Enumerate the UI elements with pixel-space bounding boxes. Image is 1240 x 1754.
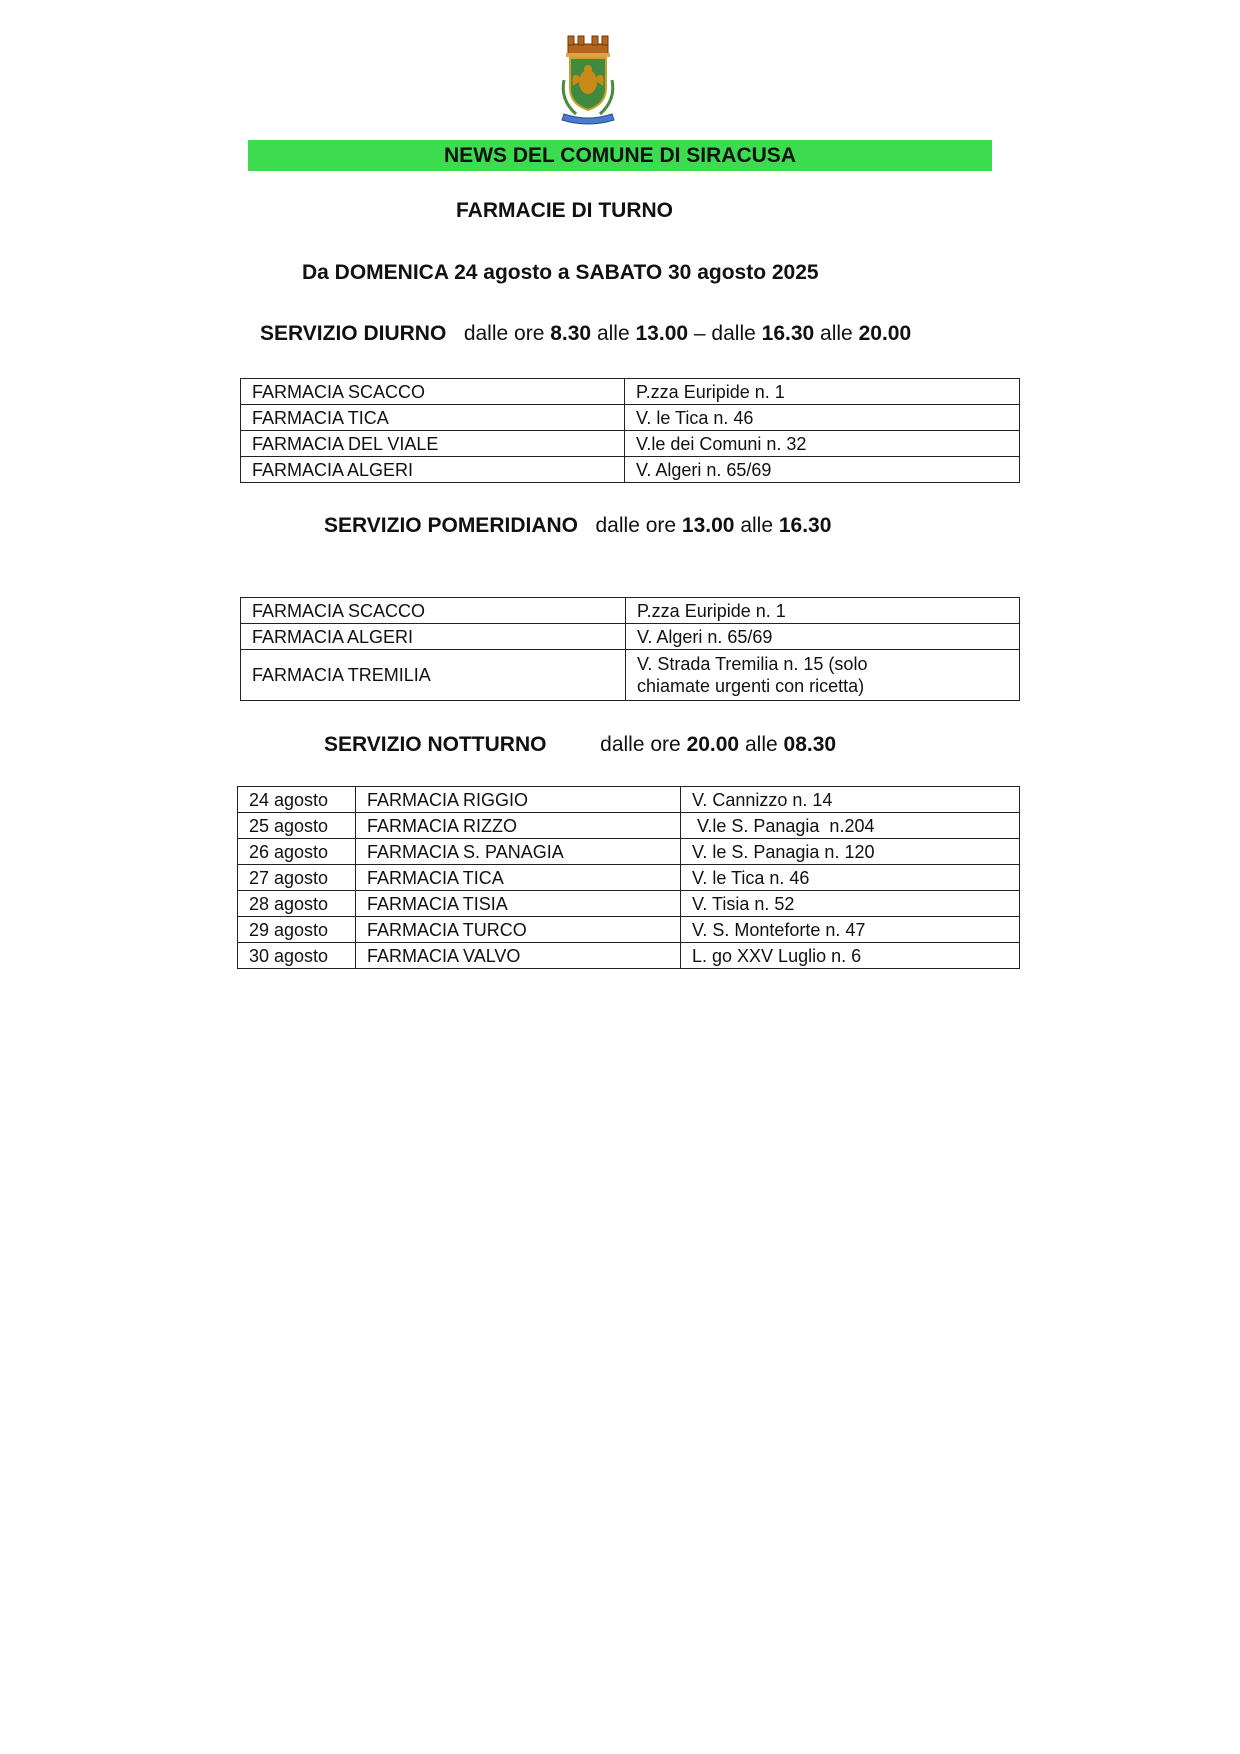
table-row — [241, 650, 1020, 701]
pharmacy-address: V. Algeri n. 65/69 — [626, 624, 1020, 650]
pharmacy-name: FARMACIA DEL VIALE — [241, 431, 625, 457]
pharmacy-address: V. S. Monteforte n. 47 — [681, 917, 1020, 943]
pomeridiano-heading — [324, 514, 831, 538]
diurno-heading — [260, 322, 911, 346]
night-date: 30 agosto — [238, 943, 356, 969]
table-row — [238, 865, 1020, 891]
diurno-hour-2: 13.00 — [635, 322, 689, 345]
pharmacy-name: FARMACIA ALGERI — [241, 624, 626, 650]
table-row — [241, 624, 1020, 650]
pharmacy-address: V.le dei Comuni n. 32 — [625, 431, 1020, 457]
table-row — [241, 457, 1020, 483]
pharmacy-address: V. Algeri n. 65/69 — [625, 457, 1020, 483]
table-row — [238, 891, 1020, 917]
diurno-text-2: alle — [596, 322, 630, 345]
pharmacy-name: FARMACIA VALVO — [356, 943, 681, 969]
diurno-hour-3: 16.30 — [761, 322, 815, 345]
table-row — [238, 813, 1020, 839]
pharmacy-name: FARMACIA ALGERI — [241, 457, 625, 483]
pharmacy-address: P.zza Euripide n. 1 — [625, 379, 1020, 405]
notturno-heading — [324, 733, 836, 757]
table-row — [241, 379, 1020, 405]
pharmacy-address: P.zza Euripide n. 1 — [626, 598, 1020, 624]
pharmacy-address: V. le S. Panagia n. 120 — [681, 839, 1020, 865]
coat-of-arms-logo — [540, 30, 636, 126]
pomeridiano-hour-2: 16.30 — [778, 514, 832, 537]
period-heading: Da DOMENICA 24 agosto a SABATO 30 agosto 2025 — [302, 261, 819, 284]
table-row — [238, 943, 1020, 969]
pomeridiano-table — [240, 597, 1020, 701]
pomeridiano-text-2: alle — [740, 514, 774, 537]
pharmacy-name: FARMACIA TICA — [241, 405, 625, 431]
notturno-table — [237, 786, 1020, 969]
pharmacy-address — [626, 650, 1020, 701]
notturno-text-1: dalle ore — [600, 733, 681, 756]
night-date: 26 agosto — [238, 839, 356, 865]
pharmacy-name: FARMACIA TISIA — [356, 891, 681, 917]
pharmacy-address: L. go XXV Luglio n. 6 — [681, 943, 1020, 969]
notturno-hour-1: 20.00 — [686, 733, 740, 756]
pharmacy-address: V. Tisia n. 52 — [681, 891, 1020, 917]
pharmacy-name: FARMACIA TICA — [356, 865, 681, 891]
diurno-text-4: alle — [820, 322, 853, 345]
pharmacy-name: FARMACIA SCACCO — [241, 379, 625, 405]
notturno-label: SERVIZIO NOTTURNO — [324, 733, 547, 756]
pomeridiano-hour-1: 13.00 — [681, 514, 735, 537]
night-date: 28 agosto — [238, 891, 356, 917]
pharmacy-address: V. le Tica n. 46 — [625, 405, 1020, 431]
night-date: 27 agosto — [238, 865, 356, 891]
pharmacy-name: FARMACIA TURCO — [356, 917, 681, 943]
table-row — [241, 598, 1020, 624]
notturno-text-2: alle — [744, 733, 778, 756]
diurno-hour-1: 8.30 — [550, 322, 592, 345]
night-date: 24 agosto — [238, 787, 356, 813]
table-row — [241, 405, 1020, 431]
pharmacy-name: FARMACIA RIGGIO — [356, 787, 681, 813]
notturno-hour-2: 08.30 — [783, 733, 837, 756]
table-row — [241, 431, 1020, 457]
pharmacy-name: FARMACIA SCACCO — [241, 598, 626, 624]
pharmacy-address-line-2: chiamate urgenti con ricetta) — [637, 676, 865, 696]
pharmacy-address: V.le S. Panagia n.204 — [681, 813, 1020, 839]
pharmacy-address: V. Cannizzo n. 14 — [681, 787, 1020, 813]
pharmacy-name: FARMACIA RIZZO — [356, 813, 681, 839]
diurno-hour-4: 20.00 — [858, 322, 912, 345]
night-date: 29 agosto — [238, 917, 356, 943]
pharmacy-name: FARMACIA S. PANAGIA — [356, 839, 681, 865]
diurno-label: SERVIZIO DIURNO — [260, 322, 447, 345]
diurno-text-3: – dalle — [693, 322, 756, 345]
pomeridiano-text-1: dalle ore — [595, 514, 677, 537]
news-banner: NEWS DEL COMUNE DI SIRACUSA — [248, 140, 992, 171]
page-title: FARMACIE DI TURNO — [456, 199, 673, 222]
table-row — [238, 839, 1020, 865]
pharmacy-name: FARMACIA TREMILIA — [241, 650, 626, 701]
pharmacy-address-line-1: V. Strada Tremilia n. 15 (solo — [637, 654, 868, 674]
pomeridiano-label: SERVIZIO POMERIDIANO — [324, 514, 578, 537]
night-date: 25 agosto — [238, 813, 356, 839]
table-row — [238, 787, 1020, 813]
table-row — [238, 917, 1020, 943]
diurno-table — [240, 378, 1020, 483]
diurno-text-1: dalle ore — [463, 322, 545, 345]
pharmacy-address: V. le Tica n. 46 — [681, 865, 1020, 891]
